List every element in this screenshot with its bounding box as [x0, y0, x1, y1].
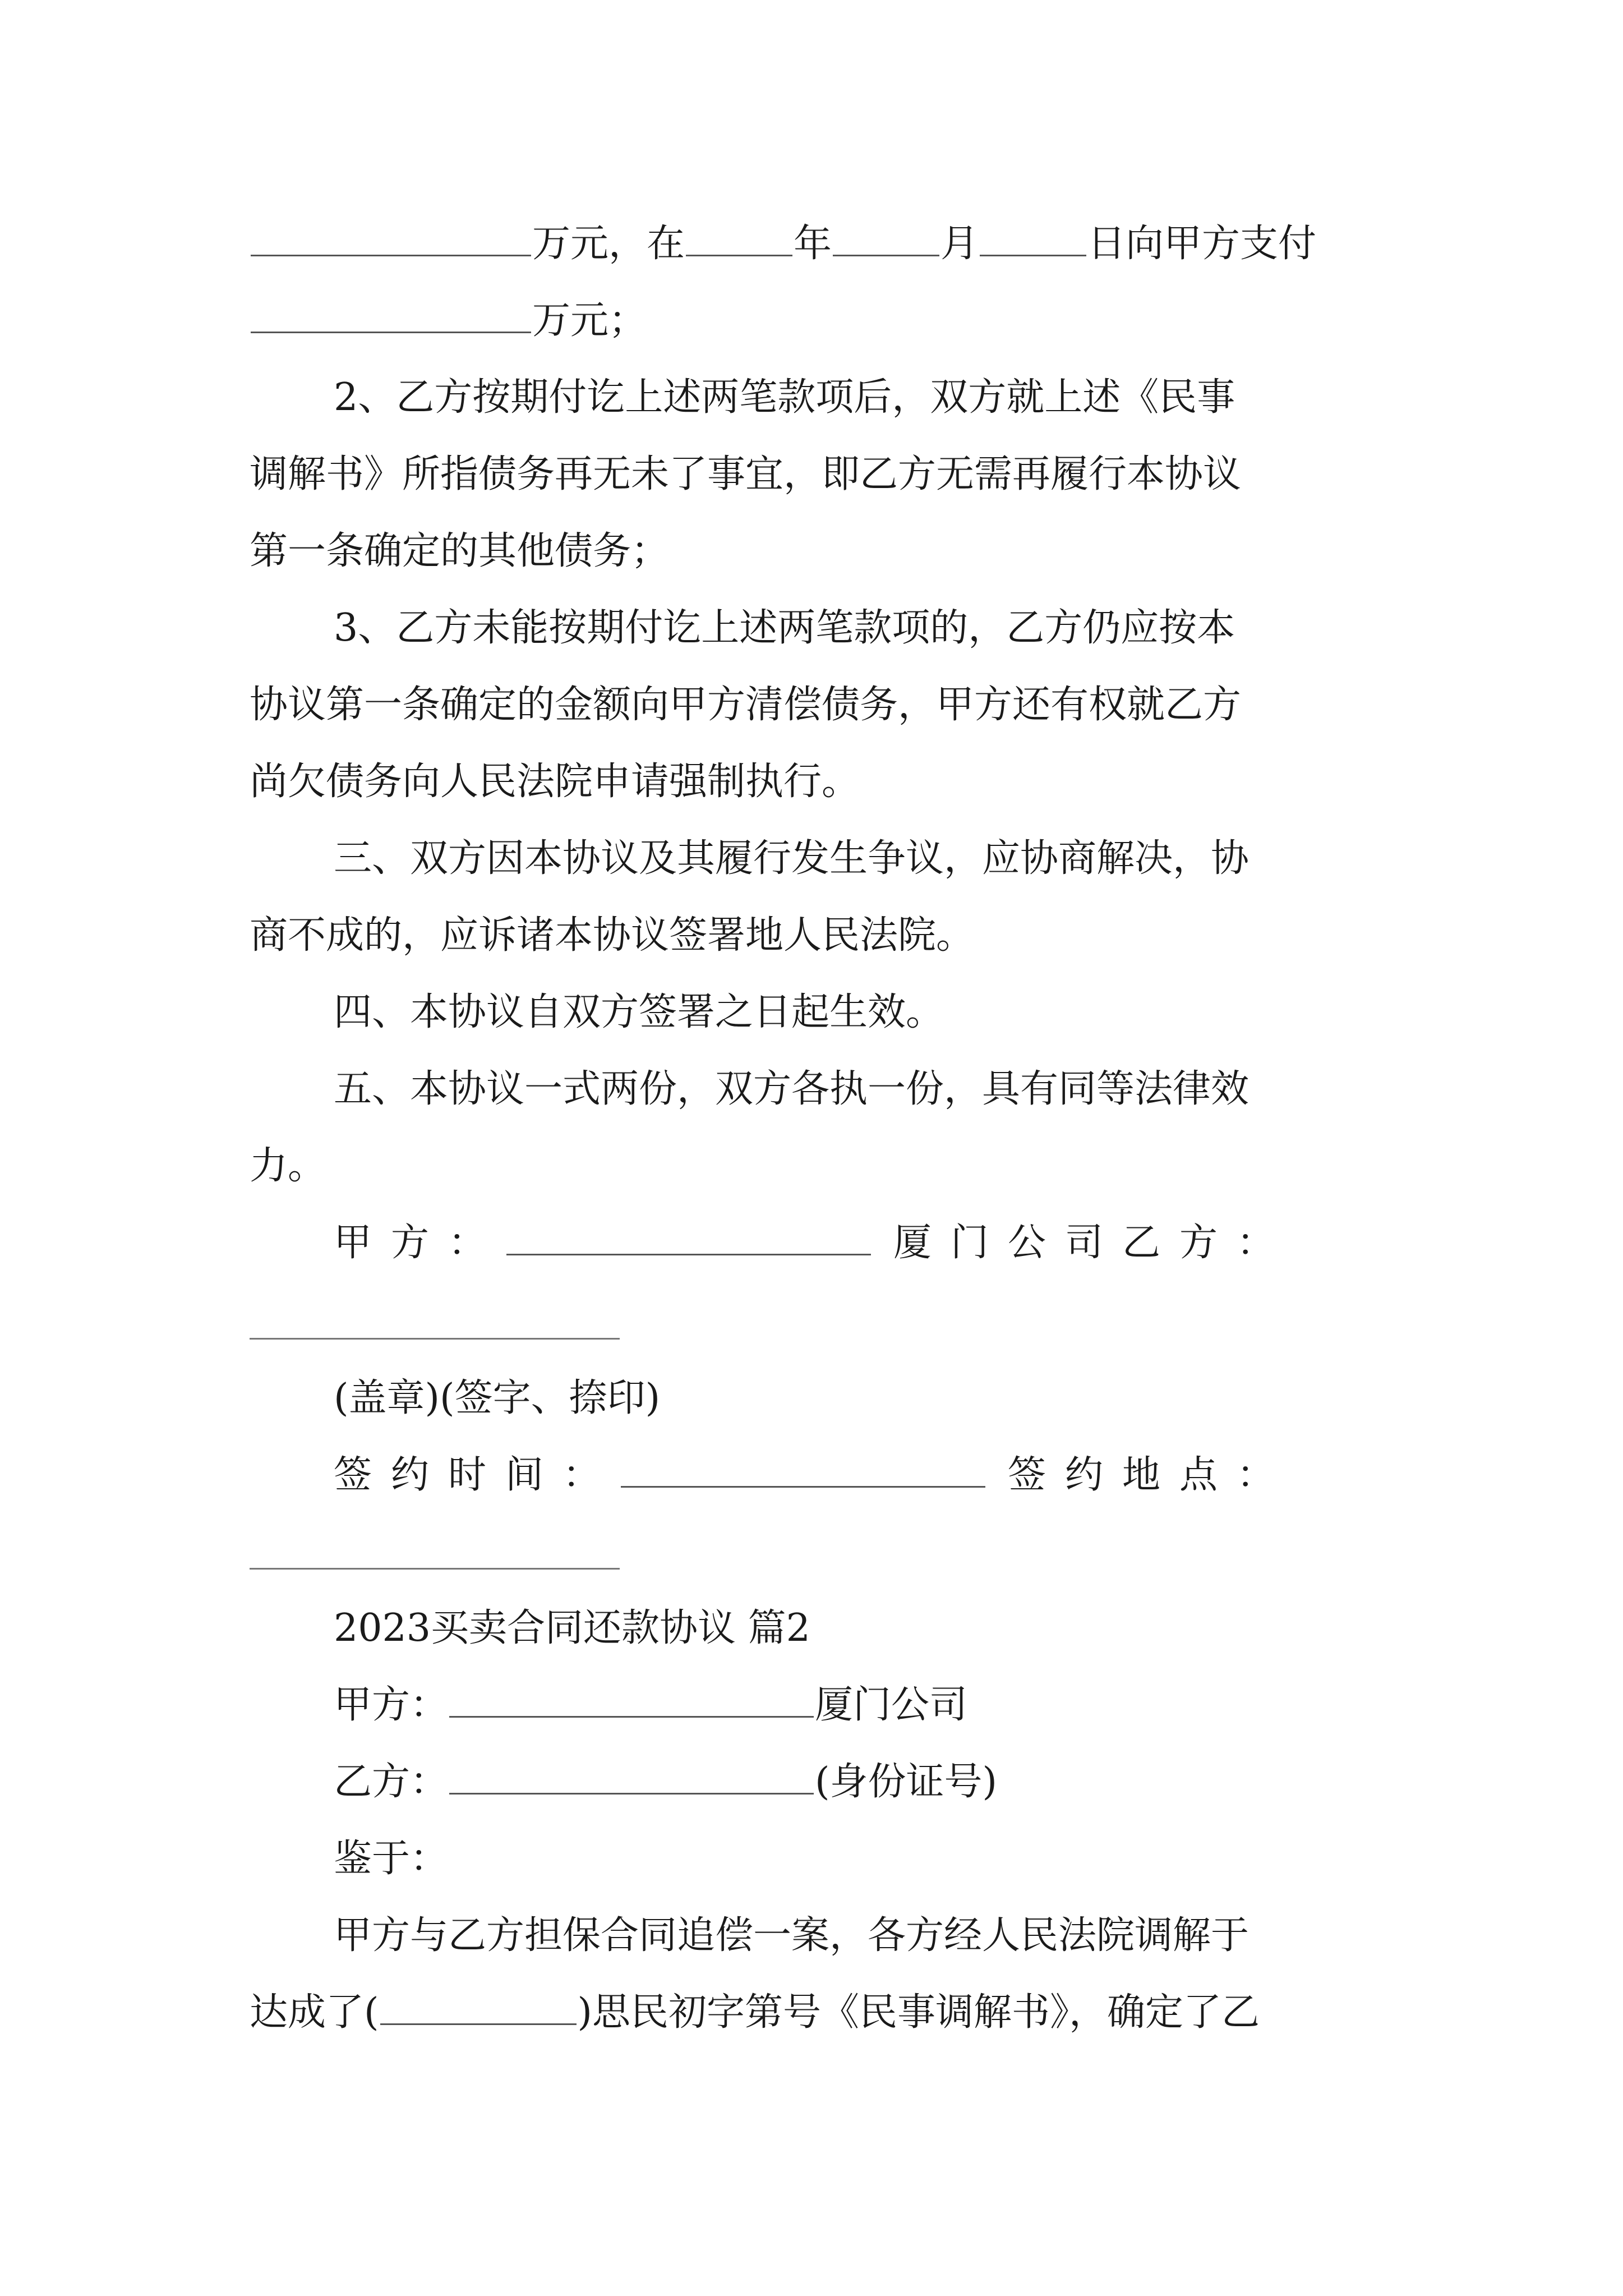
party-b-signature-blank[interactable] [250, 1338, 620, 1340]
party-a-label: 甲方： [334, 1683, 449, 1727]
text: 月 [940, 222, 979, 266]
signing-place-blank[interactable] [250, 1568, 620, 1570]
party-b-suffix: (身份证号) [815, 1760, 998, 1804]
party-b-line [334, 1749, 1388, 1816]
signing-time-blank[interactable] [621, 1452, 985, 1488]
signing-time-label: 签约时间： [334, 1453, 620, 1497]
month-blank[interactable] [833, 221, 939, 256]
party-a-signature-label: 甲方： [334, 1221, 506, 1265]
signature-line [334, 1209, 1388, 1277]
paragraph-line: 尚欠债务向人民法院申请强制执行。 [250, 760, 860, 804]
paragraph-line: 三、双方因本协议及其履行发生争议，应协商解决，协 [334, 836, 1249, 881]
text: 万元； [532, 298, 647, 343]
paragraph-line: 甲方与乙方担保合同追偿一案，各方经人民法院调解于 [334, 1913, 1249, 1958]
paragraph-line: 2、乙方按期付讫上述两笔款项后，双方就上述《民事 [334, 375, 1235, 420]
paragraph-line: 协议第一条确定的金额向甲方清偿债务，甲方还有权就乙方 [250, 683, 1242, 727]
case-number-blank[interactable] [380, 1990, 577, 2025]
line-payment-date [250, 210, 1388, 278]
amount-blank[interactable] [251, 221, 531, 256]
party-b-blank[interactable] [449, 1759, 814, 1795]
party-a-line [334, 1672, 1388, 1739]
year-blank[interactable] [686, 221, 792, 256]
text: 万元，在 [532, 222, 685, 266]
signing-place-label: 签约地点： [1008, 1453, 1294, 1497]
line-payment-amount [250, 287, 1388, 355]
text: 年 [794, 222, 832, 266]
paragraph-line: 第一条确定的其他债务； [250, 529, 670, 573]
paragraph-line: 3、乙方未能按期付讫上述两笔款项的，乙方仍应按本 [334, 606, 1235, 650]
seal-note: (盖章)(签字、捺印) [334, 1376, 661, 1420]
paragraph-line: 五、本协议一式两份，双方各执一份，具有同等法律效 [334, 1067, 1249, 1111]
paragraph-line: 四、本协议自双方签署之日起生效。 [334, 990, 944, 1034]
signing-time-line [334, 1442, 1388, 1509]
paragraph-line: 商不成的，应诉诸本协议签署地人民法院。 [250, 913, 975, 958]
day-blank[interactable] [980, 221, 1086, 256]
text: )思民初字第号《民事调解书》，确定了乙 [577, 1990, 1260, 2035]
text: 达成了( [250, 1990, 379, 2035]
section-title: 2023买卖合同还款协议 篇2 [334, 1606, 810, 1650]
paragraph-line: 调解书》所指债务再无未了事宜，即乙方无需再履行本协议 [250, 452, 1242, 496]
party-a-suffix: 厦门公司 [815, 1683, 968, 1727]
party-a-blank[interactable] [449, 1682, 814, 1718]
party-b-label: 乙方： [334, 1760, 449, 1804]
party-b-signature-label: 厦门公司乙方： [893, 1221, 1294, 1265]
paragraph-line [250, 1979, 1388, 2046]
text: 日向甲方支付 [1087, 222, 1317, 266]
party-a-signature-blank[interactable] [506, 1220, 871, 1255]
amount-blank[interactable] [251, 298, 531, 333]
whereas-label: 鉴于： [334, 1837, 449, 1881]
paragraph-line: 力。 [250, 1144, 326, 1188]
